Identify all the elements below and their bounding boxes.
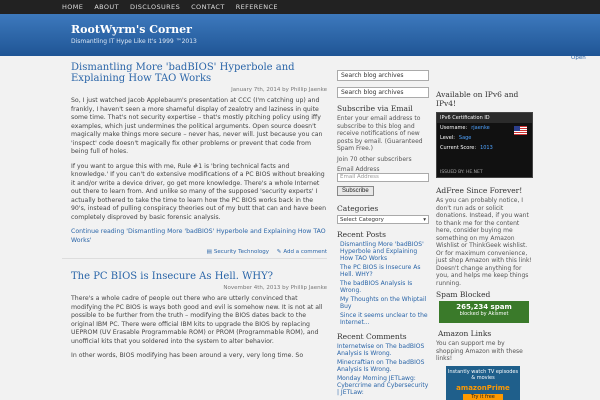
comment-post-link[interactable]: on The badBIOS Analysis Is Wrong. [337,359,425,373]
top-nav [0,0,600,14]
nav-home[interactable]: HOME [62,3,84,11]
category-select-value: Select Category [340,216,384,223]
post [62,271,327,361]
main-content [62,62,327,373]
email-field[interactable]: Email Address [337,173,429,182]
post-paragraph: There's a whole cadre of people out there who are utterly convinced that modifying the PC BIOS is ways both good and evil is somehow new. It is not at all possible to be further from the truth – modifying the BIOS dates back to the original IBM PC. There were official IBM kits to upgrade the BIOS by replacing UEPROM (UV Erasable Programmable ROM) or PROM (Programmable ROM), and unofficial kits that you soldered into the system to alter behavior. [71,295,323,345]
recent-comments-title: Recent Comments [337,332,407,341]
post [62,62,327,259]
adfree-title: AdFree Since Forever! [436,186,523,195]
post-paragraph: So, I just watched Jacob Applebaum's presentation at CCC (I'm catching up) and frankly, I haven't seen a more shameful display of zealotry and laziness in quite some time. That's not security expertise – that's mostly pitching policy using iffy examples, which just undermines the political arguments. Open source doesn't magically make things more secure – never has, never will. Just because you can 'inspect' code doesn't magically fix other problems or prevent that code from being full of holes. [71,97,323,155]
comment-author-link[interactable]: Internetwise [337,343,375,350]
comment-author-link[interactable]: Minecraftian [337,359,375,366]
search-input[interactable]: Search blog archives [337,70,429,81]
add-comment-link[interactable]: Add a comment [283,249,327,255]
amazon-prime-banner[interactable] [446,366,520,400]
subscribe-button[interactable]: Subscribe [337,186,374,196]
comment-post-link[interactable]: on The badBIOS Analysis Is Wrong. [337,343,425,357]
list-item [337,375,429,396]
amazon-text: You can support me by shopping Amazon with these links! [436,340,523,362]
cert-row: Current Score: 1013 [440,145,493,151]
folder-icon: ▤ [206,249,212,255]
post-category-link[interactable]: Security Technology [213,249,269,255]
continue-reading-link[interactable]: Continue reading 'Dismantling More 'badBIOS' Hyperbole and Explaining How TAO Works' [71,228,326,244]
post-meta: November 4th, 2013 by Phillip Jaenke [223,285,327,291]
post-title[interactable]: Dismantling More 'badBIOS' Hyperbole and Explaining How TAO Works [71,62,295,84]
list-item [337,343,429,357]
site-title[interactable]: RootWyrm's Corner [71,23,192,36]
nav-contact[interactable]: CONTACT [191,3,225,11]
recent-post-link[interactable]: Dismantling More 'badBIOS' Hyperbole and Explaining How TAO Works [340,241,424,262]
category-select[interactable] [337,215,429,224]
categories-title: Categories [337,204,379,213]
site-header [0,14,600,56]
post-paragraph: In other words, BIOS modifying has been around a very, very long time. So [71,352,304,359]
recent-posts-list [337,241,429,326]
comment-icon: ✎ [276,249,282,255]
post-title[interactable]: The PC BIOS is Insecure As Hell. WHY? [71,271,274,282]
post-footer [62,249,327,259]
us-flag-icon [514,126,527,135]
cert-issuer: ISSUED BY: HE.NET [440,170,483,175]
recent-post-link[interactable]: The badBIOS Analysis Is Wrong. [340,280,413,294]
spam-count: 265,234 spam [456,303,512,311]
prime-cta-button[interactable]: Try it free [463,394,503,400]
recent-comments-list [337,343,429,396]
open-link[interactable]: Open [571,55,586,61]
email-label: Email Address [337,166,380,173]
prime-logo: amazonPrime [456,383,510,392]
subscribe-text: Enter your email address to subscribe to this blog and receive notifications of new posts by email. (Guaranteed Spam Free.) [337,115,423,152]
sidebar-right [436,90,533,400]
search-input[interactable]: Search blog archives [337,87,429,98]
cert-head: IPv6 Certification ID [437,113,532,123]
akismet-counter[interactable] [439,301,529,323]
subscribers-count: Join 70 other subscribers [337,155,412,163]
ipv6-certification-badge[interactable] [436,112,533,178]
spam-label: blocked by Akismet [459,311,509,317]
amazon-title: Amazon Links [438,329,492,338]
comment-author-link[interactable]: Monday Morning JETLawg: Cybercrime and Cybersecurity | JETLaw: [337,375,429,396]
recent-post-link[interactable]: My Thoughts on the Whiptail Buy [340,296,427,310]
nav-about[interactable]: ABOUT [94,3,119,11]
prime-subtitle: Instantly watch TV episodes & movies [447,368,519,381]
adfree-text: As you can probably notice, I don't run ads or solicit donations. Instead, if you want to thank me for the content here, consider buying me something on my Amazon Wishlist or ThinkGeek wishlist. Or for maximum convenience, just shop Amazon with this link! Doesn't change anything for you, and helps me keep things running. [436,197,532,287]
post-paragraph: If you want to argue this with me, Rule #1 is 'bring technical facts and knowledge.' If you can't do extensive modifications of a PC BIOS without breaking it and/or write a device driver, go get more knowledge. There's a whole Internet out there to learn from. And unlike so many of the supposed 'security experts' I actually bothered to take the time to learn how the PC BIOS works back in the 90's, instead of pulling conspiracy theories out of my butt that can and have been completely disproved by basic forensic analysis. [71,162,327,221]
nav-reference[interactable]: REFERENCE [235,3,278,11]
recent-post-link[interactable]: Since it seems unclear to the Internet... [340,312,428,326]
post-meta: January 7th, 2014 by Phillip Jaenke [231,87,327,93]
cert-row: Username: rjaenke [440,125,490,131]
sidebar-left [337,70,429,398]
recent-posts-title: Recent Posts [337,230,386,239]
ipv6-title: Available on IPv6 and IPv4! [436,90,519,108]
chevron-down-icon: ▾ [423,216,426,223]
list-item [337,359,429,373]
cert-row: Level: Sage [440,135,472,141]
nav-disclosures[interactable]: DISCLOSURES [129,3,181,11]
spam-title: Spam Blocked [436,290,491,299]
site-tagline: Dismantling IT Hype Like It's 1999 ™2013 [71,38,197,45]
subscribe-title: Subscribe via Email [337,104,413,113]
recent-post-link[interactable]: The PC BIOS is Insecure As Hell. WHY? [340,264,421,278]
